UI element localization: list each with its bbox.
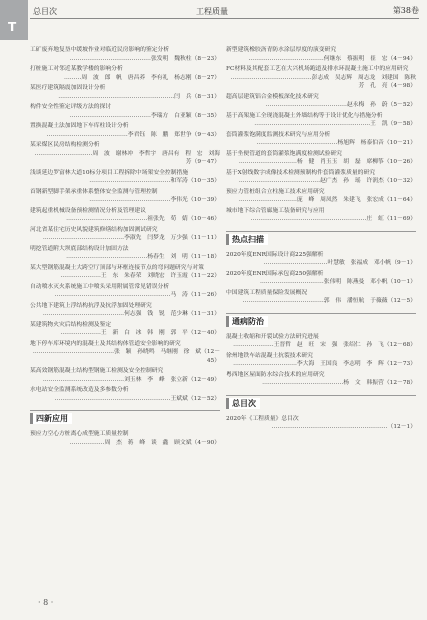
- toc-entry: [30, 321, 220, 338]
- section-heading-hot-topics: [226, 231, 416, 244]
- toc-entry: [226, 150, 416, 167]
- entry-authors: ……………………………叶慧敏 张福成 邓小帆（9－1）: [263, 260, 416, 266]
- entry-authors: ……………………………………………………庄 虹（11－69）: [250, 216, 416, 222]
- entry-title: 工矿废弃地复垦中缓坡作业对临近民房影响的鉴定分析: [30, 47, 170, 53]
- toc-entry: [226, 333, 416, 350]
- toc-entry: [30, 141, 220, 167]
- entry-authors: ……………………………………李伟光（10－39）: [89, 197, 220, 203]
- page-header: [0, 0, 427, 40]
- toc-entry: [226, 207, 416, 224]
- toc-entry: [30, 302, 220, 319]
- section-heading-new-applications: [30, 410, 220, 423]
- entry-title: 2020年《工程质量》总目次: [226, 415, 299, 422]
- entry-authors: ……………………………李大海 王国良 李志明 李 辉（12－73）: [233, 361, 416, 367]
- entry-title: 构件安全性鉴定评级方法的探讨: [30, 104, 112, 110]
- toc-entry: [226, 289, 416, 306]
- entry-title: 浅谈延边罗富林大道10标分项目工程拆除中场架安全控制措施: [30, 169, 189, 176]
- toc-entry: [226, 415, 416, 432]
- toc-entry: [226, 93, 416, 110]
- toc-entry: [30, 386, 220, 403]
- toc-entry: [226, 270, 416, 287]
- toc-entry: [30, 283, 220, 300]
- entry-title: 徐州地铁车站混凝土抗裂技术研究: [226, 352, 313, 359]
- entry-title: 套筒灌浆饱满度监测技术研究与应用分析: [226, 131, 331, 138]
- entry-title: 建筑起重机械设备预检测情况分析及管理建议: [30, 207, 146, 214]
- entry-authors: ………周 波 郎 帆 唐昌养 李有礼 杨志刚（8－27）: [64, 74, 220, 81]
- entry-authors: ……………………………………………………马 涛（11－26）: [54, 292, 220, 298]
- toc-entry: [30, 65, 220, 82]
- entry-title: 地下停车库环境内的混凝土及其结构体管道安全影响的研究: [30, 340, 181, 347]
- entry-authors: …………………王 新 白 冰 韩 刚 郭 平（12－40）: [60, 330, 220, 336]
- entry-title: 明挖管道附大坝底部结构设计加固方法: [30, 245, 129, 252]
- toc-entry: [226, 112, 416, 129]
- entry-authors: ……………………………………郭 伟 潘恒航 于薇薇（12－5）: [242, 298, 416, 304]
- header-logo-bar: [0, 0, 28, 40]
- entry-title: 公共地下建筑上浮结构抗浮及抗浮加固处理研究: [30, 302, 152, 309]
- toc-entry: [30, 367, 220, 384]
- entry-authors: ……………………………………和军涛（10－35）: [89, 178, 220, 184]
- toc-entry: [226, 65, 416, 91]
- toc-entry: [226, 46, 416, 63]
- entry-title: 预应力空心方桩离心成型施工质量控制: [30, 431, 129, 437]
- toc-entry: [30, 226, 220, 243]
- entry-title: 基于高架施工全现浇混凝土外墙结构等于设计优化与措施分析: [226, 112, 383, 119]
- left-column: [30, 46, 220, 449]
- toc-entry: [30, 207, 220, 224]
- toc-entry: [226, 371, 416, 388]
- section-heading-common-defects: [226, 313, 416, 326]
- section-label: 总目次: [226, 398, 260, 409]
- entry-title: 打桩施工对邻近某教学楼的影响分析: [30, 66, 123, 72]
- toc-entry: [30, 84, 220, 101]
- entry-authors: ……………………………………………………王斌斌（12－52）: [54, 395, 220, 402]
- section-heading-general-index: [226, 395, 416, 408]
- entry-authors: ……………………………………李君钰 陈 鹏 郑世争（9－43）: [46, 131, 220, 138]
- entry-authors: ……………………………………祖张先 荀 婧（10－46）: [66, 216, 220, 222]
- entry-title: 基于X射线数字成像技术检测预制构件套筒灌浆质量的研究: [226, 169, 376, 176]
- section-label: 热点扫描: [226, 234, 268, 245]
- right-column: [226, 46, 416, 434]
- entry-title: 预应力管桩组合立柱施工技术应用研究: [226, 188, 325, 195]
- entry-title: 超高层建筑铝合金模板深化技术研究: [226, 93, 319, 100]
- entry-title: 新型建筑橡胶沥青防水涂层厚度的演变研究: [226, 47, 337, 53]
- header-volume: 第38卷: [392, 6, 419, 15]
- entry-authors: ……………………………………杨春生 刘 明（11－18）: [66, 254, 220, 260]
- section-label: 四新应用: [30, 413, 72, 424]
- entry-title: 置换混凝土法加固地下车库柱设计分析: [30, 123, 129, 129]
- toc-entry: [30, 169, 220, 186]
- entry-authors: ……………………………………李淑先 闫梦龙 万少强（11－11）: [42, 235, 220, 241]
- section-label: 通病防治: [226, 316, 268, 327]
- header-section-title: 总目次: [33, 7, 57, 16]
- entry-authors: ……………………………………………………（12－1）: [271, 424, 416, 430]
- toc-entry: [226, 169, 416, 186]
- entry-authors: ……………………………………刘玉林 李 峰 张立新（12－49）: [42, 376, 220, 383]
- entry-authors: ……………………………………张 颖 孙晓鸣 马继刚 徐 斌（12－45）: [32, 349, 220, 364]
- entry-title: 2020年度ENR国际承包商250强解析: [226, 270, 324, 277]
- entry-title: 混凝土收缩和开裂试验方法研究进展: [226, 333, 319, 340]
- entry-title: 水电站安全监测系统改造及多参数分析: [30, 387, 129, 393]
- entry-authors: …………………王 东 朱春荣 刘晓宏 许玉霞（11－22）: [60, 273, 220, 279]
- entry-title: 基于坐便管道的套筒灌浆饱满度检测试验研究: [226, 150, 342, 157]
- entry-authors: ……………………………………赵永梅 孙 蔚（5－52）: [265, 102, 416, 108]
- entry-authors: ………………周 杰 蒋 峰 谈 鑫 顾文斌（4－90）: [69, 439, 220, 446]
- entry-title: 粤西地区屋面防水综合技术的应用研究: [226, 371, 325, 378]
- entry-authors: ……………………………………………………王 凯（9－58）: [254, 121, 416, 127]
- entry-title: 首钢新型脚手架承重体系整体安全监测与管理控制: [30, 188, 158, 195]
- entry-authors: ……………………………………何志强 钱 锐 范少琳（11－31）: [42, 311, 220, 317]
- entry-title: 某建筑物火灾后结构检测及鉴定: [30, 321, 112, 328]
- toc-entry: [30, 430, 220, 447]
- toc-entry: [226, 352, 416, 369]
- entry-authors: ……………………………………杨 文 韩振营（12－78）: [262, 380, 416, 386]
- entry-authors: ……………………………………李瑞方 白亚颖（8－35）: [69, 112, 220, 119]
- entry-authors: …………………………………何继东 蔡振明 崔 宏（4－94）: [248, 55, 416, 62]
- entry-authors: ……………………………………赵广杰 孙 瑶 许润杰（10－32）: [238, 178, 416, 184]
- header-journal-name: 工程质量: [196, 7, 228, 16]
- entry-authors: ……………………………………………………闫 兵（8－31）: [58, 93, 220, 100]
- entry-authors: ……………………………………杨旭辉 杨泰伯音（10－21）: [256, 140, 416, 146]
- entry-title: 某采煤区民房结构检测分析: [30, 142, 100, 148]
- entry-authors: …………………………杨 健 肖玉玉 胡 磊 席柳筝（10－26）: [238, 159, 416, 165]
- toc-entry: [30, 188, 220, 205]
- entry-title: 中国建筑工程质量保险发展概况: [226, 289, 308, 296]
- entry-title: 某高效钢筋混凝土结构型钢施工检测及安全控制研究: [30, 368, 164, 374]
- header-divider: [30, 18, 419, 19]
- entry-authors: …………………………庞 峰 周凤然 朱建飞 张宏成（11－64）: [238, 197, 416, 203]
- journal-logo-mark: T: [8, 20, 17, 34]
- entry-title: FC材料及其配套工艺在大兴机场跑道及排水环混凝土施工中的应用研究: [226, 66, 409, 72]
- entry-authors: ……………………………………彭志成 吴志辉 周志龙 刘建国 陈秋芳 孔 亮（4－98）: [230, 74, 416, 89]
- entry-authors: ……………………………………张发明 魏秋柱（8－23）: [69, 55, 220, 62]
- toc-entry: [226, 131, 416, 148]
- toc-entry: [30, 103, 220, 120]
- toc-entry: [226, 251, 416, 268]
- toc-entry: [226, 188, 416, 205]
- toc-entry: [30, 46, 220, 63]
- entry-title: 某医疗建筑隔震加固设计分析: [30, 85, 106, 91]
- toc-entry: [30, 122, 220, 139]
- toc-entry: [30, 264, 220, 281]
- page-number: · 8 ·: [38, 598, 54, 607]
- entry-title: 某大型钢筋混凝土大跨空厅顶部与环框连接节点的弯问题研究与对策: [30, 264, 204, 271]
- entry-authors: …………………………周 波 谢林冲 李哲宇 唐昌有 程 宏 刘海芳（9－47）: [34, 150, 220, 165]
- entry-authors: ……………………………张伟明 陈燕曼 邓小帆（10－1）: [260, 279, 416, 285]
- entry-title: 2020年度ENR国际设计商225强解析: [226, 251, 324, 258]
- entry-authors: …………………王晋哲 赵 旺 宋 强 张绍仁 孙 飞（12－68）: [233, 342, 416, 348]
- entry-title: 自动喷水灭火系统施工中喷头采用附属管常见错误分析: [30, 283, 170, 290]
- toc-entry: [30, 245, 220, 262]
- entry-title: 城市地下综合管廊施工装备研究与应用: [226, 207, 325, 214]
- entry-title: 河北省某住宅历史风貌建筑修缮结构加固测试研究: [30, 226, 158, 233]
- toc-entry: [30, 340, 220, 366]
